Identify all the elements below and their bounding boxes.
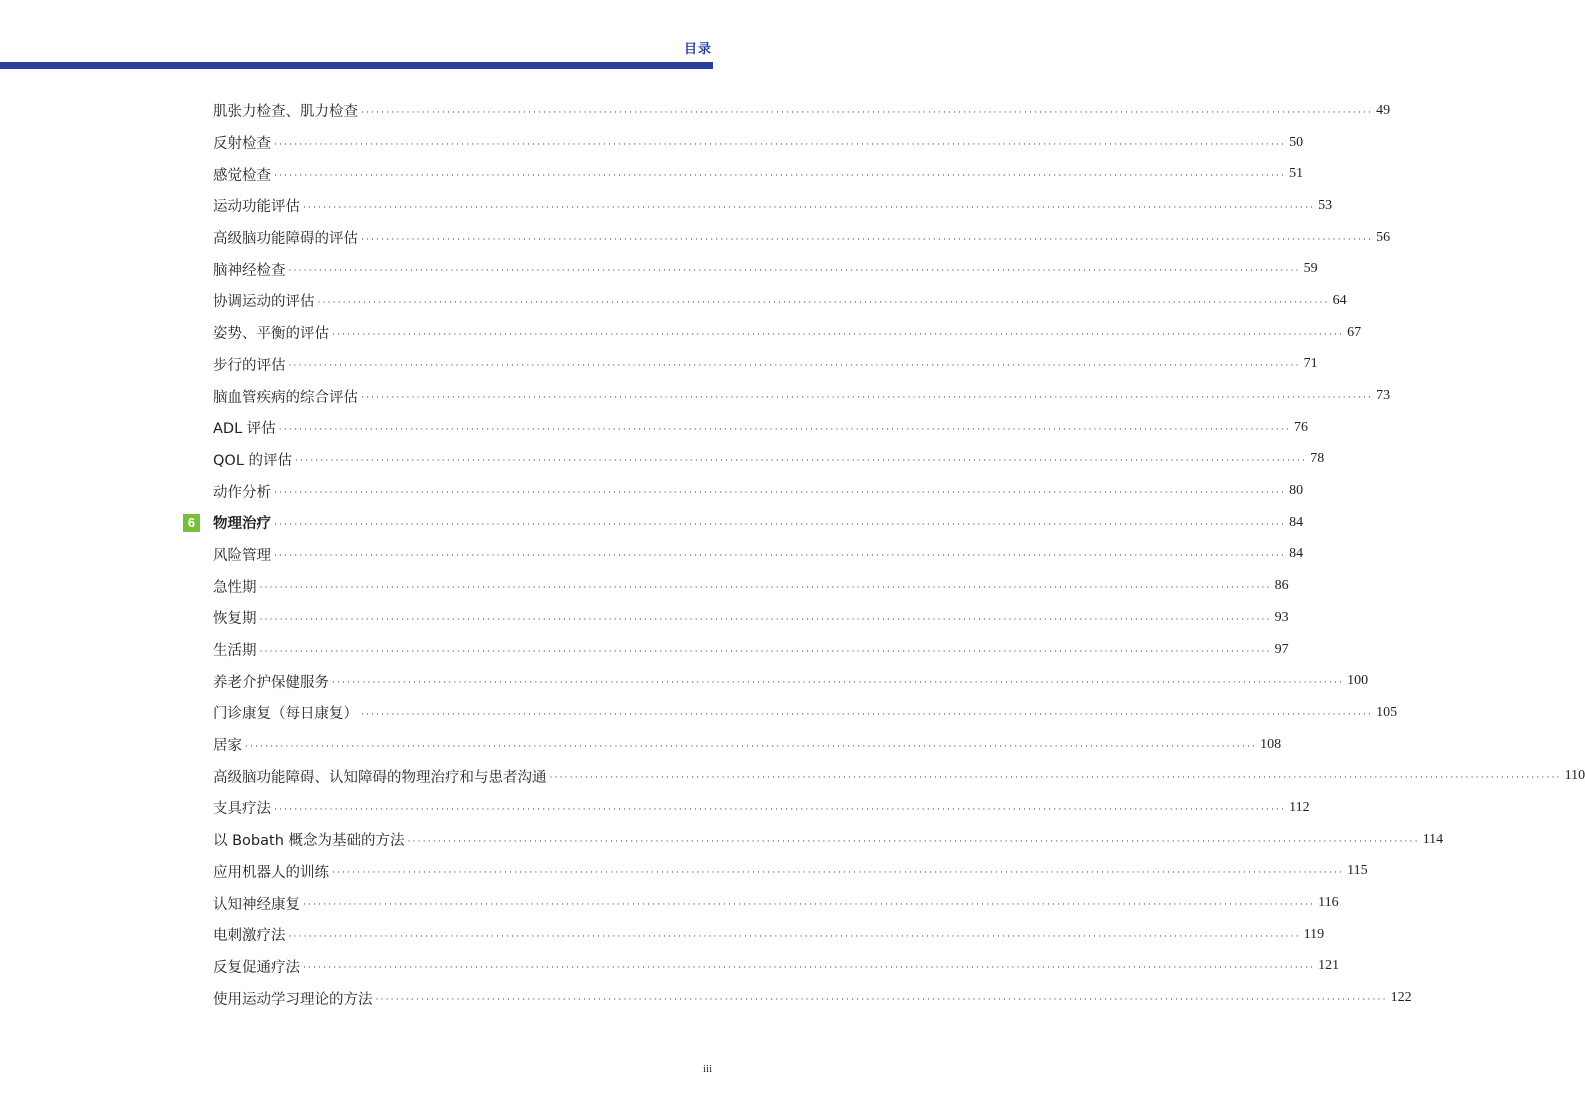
dot-leader: ········································································································································································································ xyxy=(303,202,1316,213)
toc-entry-page: 71 xyxy=(1303,356,1318,372)
dot-leader: ········································································································································································································ xyxy=(274,139,1287,150)
toc-entry-page: 84 xyxy=(1289,546,1304,562)
dot-leader: ········································································································································································································ xyxy=(332,678,1345,689)
toc-entry-title: 动作分析 xyxy=(213,484,271,501)
toc-entry-title: 居家 xyxy=(213,738,242,755)
dot-leader: ········································································································································································································ xyxy=(245,741,1258,752)
dot-leader: ········································································································································································································ xyxy=(274,804,1287,815)
toc-entry-page: 86 xyxy=(1274,578,1289,594)
toc-entry-title: QOL 的评估 xyxy=(213,452,293,469)
dot-leader: ········································································································································································································ xyxy=(375,995,1388,1006)
dot-leader: ········································································································································································································ xyxy=(259,646,1272,657)
dot-leader: ········································································································································································································ xyxy=(259,583,1272,594)
dot-leader: ········································································································································································································ xyxy=(288,266,1301,277)
toc-entry-page: 105 xyxy=(1376,704,1398,720)
toc-entry-page: 78 xyxy=(1310,451,1325,467)
toc-entry xyxy=(213,697,1398,729)
toc-entry xyxy=(213,380,1391,412)
toc-entry-page: 121 xyxy=(1318,958,1340,974)
toc-entry-title: 支具疗法 xyxy=(213,801,271,818)
toc-entry-page: 56 xyxy=(1376,229,1391,245)
toc-entry xyxy=(213,158,1304,190)
toc-entry-title: 脑血管疾病的综合评估 xyxy=(213,389,358,406)
toc-entry-title: 认知神经康复 xyxy=(213,896,300,913)
toc-entry-page: 73 xyxy=(1376,388,1391,404)
toc-entry-title: 高级脑功能障碍、认知障碍的物理治疗和与患者沟通 xyxy=(213,769,547,786)
toc-entry-page: 119 xyxy=(1303,926,1325,942)
toc-entry-title: 姿势、平衡的评估 xyxy=(213,326,329,343)
toc-entry-title: 反复促通疗法 xyxy=(213,959,300,976)
toc-entry xyxy=(213,634,1289,666)
toc-entry-title: 步行的评估 xyxy=(213,357,286,374)
toc-entry xyxy=(213,856,1368,888)
toc-entry-page: 112 xyxy=(1289,799,1310,815)
toc-entry xyxy=(213,919,1325,951)
toc-entry-page: 114 xyxy=(1422,831,1444,847)
toc-entry xyxy=(213,412,1308,444)
dot-leader: ········································································································································································································ xyxy=(288,931,1301,942)
toc-entry xyxy=(213,951,1340,983)
header-rule xyxy=(0,62,713,69)
toc-entry-page: 110 xyxy=(1564,768,1585,784)
page-number: iii xyxy=(703,1063,713,1075)
dot-leader: ········································································································································································································ xyxy=(259,614,1272,625)
toc-entry-page: 53 xyxy=(1318,197,1333,213)
toc-entry xyxy=(213,349,1318,381)
dot-leader: ········································································································································································································ xyxy=(407,836,1420,847)
toc-entry-page: 84 xyxy=(1289,514,1304,530)
toc-entry-title: 感觉检查 xyxy=(213,167,271,184)
toc-entry xyxy=(213,317,1362,349)
toc-entry xyxy=(213,887,1339,919)
toc-entry-title: 协调运动的评估 xyxy=(213,294,315,311)
toc-entry xyxy=(213,824,1444,856)
toc-entry-page: 51 xyxy=(1289,166,1304,182)
toc-entry xyxy=(213,729,1282,761)
toc-entry-title: 脑神经检查 xyxy=(213,262,286,279)
toc-entry-page: 116 xyxy=(1318,895,1339,911)
dot-leader: ········································································································································································································ xyxy=(361,234,1374,245)
dot-leader: ········································································································································································································ xyxy=(274,519,1287,530)
toc-entry xyxy=(213,95,1391,127)
dot-leader: ········································································································································································································ xyxy=(288,361,1301,372)
toc-entry-page: 64 xyxy=(1332,292,1347,308)
toc-entry-title: 急性期 xyxy=(213,579,257,596)
toc-entry xyxy=(213,253,1318,285)
dot-leader: ········································································································································································································ xyxy=(274,551,1287,562)
toc-entry-page: 93 xyxy=(1274,609,1289,625)
toc-entry-page: 122 xyxy=(1390,990,1412,1006)
toc-entry-page: 108 xyxy=(1260,736,1282,752)
toc-entry-title: 电刺激疗法 xyxy=(213,928,286,945)
toc-entry-title: 养老介护保健服务 xyxy=(213,674,329,691)
toc-entry-title: 肌张力检查、肌力检查 xyxy=(213,104,358,121)
dot-leader: ········································································································································································································ xyxy=(274,171,1287,182)
dot-leader: ········································································································································································································ xyxy=(274,488,1287,499)
toc-entry xyxy=(213,539,1304,571)
toc-entry xyxy=(213,665,1369,697)
toc-entry-title: 风险管理 xyxy=(213,547,271,564)
toc-entry xyxy=(213,760,1585,792)
toc-entry xyxy=(213,190,1333,222)
dot-leader: ········································································································································································································ xyxy=(303,963,1316,974)
dot-leader: ········································································································································································································ xyxy=(295,456,1308,467)
dot-leader: ········································································································································································································ xyxy=(317,297,1330,308)
chapter-number-badge: 6 xyxy=(183,514,200,532)
toc-entry xyxy=(213,222,1391,254)
toc-entry-title: ADL 评估 xyxy=(213,421,276,438)
dot-leader: ········································································································································································································ xyxy=(361,107,1374,118)
toc-entry-page: 59 xyxy=(1303,261,1318,277)
toc-entry-title: 门诊康复（每日康复） xyxy=(213,706,358,723)
toc-entry xyxy=(213,982,1412,1014)
toc-entry xyxy=(213,127,1304,159)
dot-leader: ········································································································································································································ xyxy=(303,900,1316,911)
toc-entry-title: 使用运动学习理论的方法 xyxy=(213,991,373,1008)
toc-entry-title: 物理治疗 xyxy=(213,516,271,533)
toc-entry-title: 运动功能评估 xyxy=(213,199,300,216)
toc-entry-page: 100 xyxy=(1347,673,1369,689)
toc-entry-title: 恢复期 xyxy=(213,611,257,628)
toc-entry xyxy=(213,602,1289,634)
dot-leader: ········································································································································································································ xyxy=(278,424,1291,435)
toc-entry xyxy=(213,444,1325,476)
toc-entry-page: 50 xyxy=(1289,134,1304,150)
toc-chapter-entry xyxy=(187,507,1304,539)
running-header-title: 目录 xyxy=(683,42,712,57)
toc-entry-page: 115 xyxy=(1347,863,1368,879)
toc-entry xyxy=(213,475,1304,507)
dot-leader: ········································································································································································································ xyxy=(361,709,1374,720)
toc-entry-page: 67 xyxy=(1347,324,1362,340)
toc-entry-title: 应用机器人的训练 xyxy=(213,864,329,881)
table-of-contents xyxy=(187,95,1585,1014)
dot-leader: ········································································································································································································ xyxy=(361,393,1374,404)
toc-entry-title: 反射检查 xyxy=(213,136,271,153)
toc-entry-title: 高级脑功能障碍的评估 xyxy=(213,231,358,248)
toc-entry xyxy=(213,285,1347,317)
toc-entry-page: 76 xyxy=(1293,419,1308,435)
dot-leader: ········································································································································································································ xyxy=(332,868,1345,879)
toc-entry-page: 49 xyxy=(1376,102,1391,118)
toc-entry xyxy=(213,792,1310,824)
dot-leader: ········································································································································································································ xyxy=(332,329,1345,340)
toc-entry-title: 生活期 xyxy=(213,643,257,660)
dot-leader: ········································································································································································································ xyxy=(549,773,1562,784)
toc-entry-page: 97 xyxy=(1274,641,1289,657)
toc-entry xyxy=(213,570,1289,602)
toc-entry-title: 以 Bobath 概念为基础的方法 xyxy=(213,833,405,850)
toc-entry-page: 80 xyxy=(1289,483,1304,499)
